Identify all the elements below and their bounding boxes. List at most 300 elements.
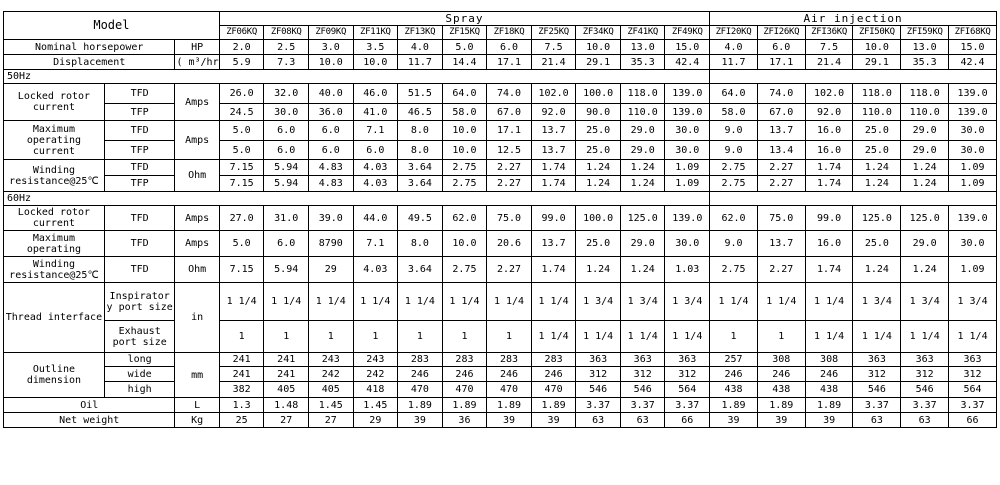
model-name-cell: ZF11KQ <box>353 26 398 40</box>
value-cell: 546 <box>853 382 901 398</box>
value-cell: 17.1 <box>487 121 532 141</box>
value-cell: 10.0 <box>442 141 487 160</box>
value-cell: 8.0 <box>398 141 443 160</box>
value-cell: 10.0 <box>442 121 487 141</box>
model-name-cell: ZFI20KQ <box>710 26 758 40</box>
value-cell: 74.0 <box>487 84 532 104</box>
value-cell: 363 <box>620 353 665 367</box>
value-cell: 4.03 <box>353 257 398 283</box>
hz50-label: 50Hz <box>4 70 710 84</box>
value-cell: 32.0 <box>264 84 309 104</box>
value-cell: 1 3/4 <box>949 283 997 321</box>
model-name-cell: ZF09KQ <box>308 26 353 40</box>
value-cell: 283 <box>487 353 532 367</box>
value-cell: 42.4 <box>949 55 997 70</box>
hz60-label: 60Hz <box>4 192 710 206</box>
value-cell: 1 1/4 <box>264 283 309 321</box>
value-cell: 29.0 <box>901 121 949 141</box>
value-cell: 1 3/4 <box>853 283 901 321</box>
value-cell: 139.0 <box>949 84 997 104</box>
value-cell: 1 1/4 <box>620 321 665 353</box>
value-cell: 20.6 <box>487 231 532 257</box>
value-cell: 39 <box>487 413 532 428</box>
value-cell: 42.4 <box>665 55 710 70</box>
value-cell: 13.0 <box>901 40 949 55</box>
value-cell: 30.0 <box>949 231 997 257</box>
value-cell: 3.5 <box>353 40 398 55</box>
value-cell: 1 1/4 <box>487 283 532 321</box>
value-cell: 39 <box>531 413 576 428</box>
value-cell: 5.9 <box>219 55 264 70</box>
value-cell: 99.0 <box>531 206 576 231</box>
hz50-locked-rotor-tfd-row <box>4 84 997 104</box>
value-cell: 1.74 <box>805 176 853 192</box>
hz50-section-row <box>4 70 997 84</box>
value-cell: 3.0 <box>308 40 353 55</box>
value-cell: 1.74 <box>531 257 576 283</box>
displacement-label: Displacement <box>4 55 175 70</box>
value-cell: 3.37 <box>949 398 997 413</box>
value-cell: 312 <box>620 367 665 382</box>
value-cell: 2.27 <box>757 257 805 283</box>
value-cell: 438 <box>757 382 805 398</box>
value-cell: 15.0 <box>665 40 710 55</box>
value-cell: 27 <box>264 413 309 428</box>
value-cell: 438 <box>805 382 853 398</box>
hz50-max-operating-tfp-row <box>4 141 997 160</box>
exhaust-port-label: Exhaust port size <box>104 321 175 353</box>
value-cell: 246 <box>531 367 576 382</box>
value-cell: 1 <box>264 321 309 353</box>
value-cell: 312 <box>949 367 997 382</box>
outline-wide-row <box>4 367 997 382</box>
value-cell: 1.89 <box>710 398 758 413</box>
value-cell: 5.94 <box>264 160 309 176</box>
value-cell: 8790 <box>308 231 353 257</box>
value-cell: 66 <box>665 413 710 428</box>
thread-exhaust-row <box>4 321 997 353</box>
value-cell: 99.0 <box>805 206 853 231</box>
value-cell: 4.0 <box>710 40 758 55</box>
value-cell: 1 3/4 <box>665 283 710 321</box>
value-cell: 1.89 <box>805 398 853 413</box>
model-name-cell: ZFI59KQ <box>901 26 949 40</box>
value-cell: 1.24 <box>901 257 949 283</box>
value-cell: 63 <box>576 413 621 428</box>
value-cell: 25.0 <box>853 141 901 160</box>
value-cell: 470 <box>398 382 443 398</box>
sub-label: TFP <box>104 176 175 192</box>
value-cell: 5.0 <box>219 121 264 141</box>
value-cell: 1.03 <box>665 257 710 283</box>
value-cell: 4.83 <box>308 160 353 176</box>
value-cell: 246 <box>805 367 853 382</box>
value-cell: 7.15 <box>219 160 264 176</box>
value-cell: 39 <box>757 413 805 428</box>
value-cell: 1 <box>353 321 398 353</box>
value-cell: 10.0 <box>853 40 901 55</box>
value-cell: 5.94 <box>264 257 309 283</box>
value-cell: 1 1/4 <box>901 321 949 353</box>
value-cell: 1.89 <box>757 398 805 413</box>
value-cell: 13.0 <box>620 40 665 55</box>
value-cell: 4.83 <box>308 176 353 192</box>
value-cell: 21.4 <box>805 55 853 70</box>
value-cell: 438 <box>710 382 758 398</box>
hz50-max-operating-tfd-row <box>4 121 997 141</box>
value-cell: 1.24 <box>853 257 901 283</box>
value-cell: 564 <box>949 382 997 398</box>
value-cell: 2.75 <box>710 160 758 176</box>
value-cell: 62.0 <box>710 206 758 231</box>
value-cell: 241 <box>264 367 309 382</box>
value-cell: 5.94 <box>264 176 309 192</box>
model-name-cell: ZF34KQ <box>576 26 621 40</box>
value-cell: 2.75 <box>442 176 487 192</box>
displacement-row <box>4 55 997 70</box>
value-cell: 125.0 <box>853 206 901 231</box>
value-cell: 7.5 <box>805 40 853 55</box>
value-cell: 246 <box>757 367 805 382</box>
value-cell: 405 <box>264 382 309 398</box>
hz50-max-operating-label: Maximum operating current <box>4 121 105 160</box>
value-cell: 5.0 <box>442 40 487 55</box>
value-cell: 25 <box>219 413 264 428</box>
value-cell: 102.0 <box>531 84 576 104</box>
value-cell: 363 <box>853 353 901 367</box>
value-cell: 139.0 <box>949 206 997 231</box>
value-cell: 1 1/4 <box>665 321 710 353</box>
value-cell: 7.1 <box>353 121 398 141</box>
model-name-cell: ZFI36KQ <box>805 26 853 40</box>
air-injection-group-header: Air injection <box>710 12 997 26</box>
value-cell: 30.0 <box>665 231 710 257</box>
sub-label: TFD <box>104 160 175 176</box>
value-cell: 257 <box>710 353 758 367</box>
thread-inspirator-row <box>4 283 997 321</box>
value-cell: 13.7 <box>531 231 576 257</box>
hz50-winding-tfd-row <box>4 160 997 176</box>
value-cell: 10.0 <box>308 55 353 70</box>
value-cell: 1 1/4 <box>531 321 576 353</box>
value-cell: 5.0 <box>219 231 264 257</box>
value-cell: 2.75 <box>710 257 758 283</box>
value-cell: 102.0 <box>805 84 853 104</box>
value-cell: 6.0 <box>308 121 353 141</box>
value-cell: 1.89 <box>487 398 532 413</box>
value-cell: 67.0 <box>757 104 805 121</box>
hz60-winding-unit: Ohm <box>175 257 219 283</box>
value-cell: 139.0 <box>665 104 710 121</box>
sub-label: wide <box>104 367 175 382</box>
value-cell: 418 <box>353 382 398 398</box>
oil-label: Oil <box>4 398 175 413</box>
value-cell: 13.7 <box>757 121 805 141</box>
value-cell: 2.75 <box>442 160 487 176</box>
value-cell: 63 <box>620 413 665 428</box>
value-cell: 1.24 <box>576 257 621 283</box>
value-cell: 36 <box>442 413 487 428</box>
value-cell: 12.5 <box>487 141 532 160</box>
value-cell: 243 <box>353 353 398 367</box>
value-cell: 1.74 <box>805 257 853 283</box>
value-cell: 58.0 <box>710 104 758 121</box>
value-cell: 6.0 <box>264 231 309 257</box>
value-cell: 1 1/4 <box>531 283 576 321</box>
value-cell: 1.45 <box>353 398 398 413</box>
value-cell: 1.74 <box>531 176 576 192</box>
model-header: Model <box>4 12 220 40</box>
value-cell: 241 <box>219 367 264 382</box>
value-cell: 470 <box>487 382 532 398</box>
value-cell: 29.0 <box>620 121 665 141</box>
model-name-cell: ZF08KQ <box>264 26 309 40</box>
hz50-locked-rotor-label: Locked rotor current <box>4 84 105 121</box>
value-cell: 1.3 <box>219 398 264 413</box>
oil-row <box>4 398 997 413</box>
value-cell: 2.75 <box>710 176 758 192</box>
value-cell: 3.64 <box>398 257 443 283</box>
value-cell: 66 <box>949 413 997 428</box>
outline-high-row <box>4 382 997 398</box>
value-cell: 9.0 <box>710 231 758 257</box>
value-cell: 92.0 <box>805 104 853 121</box>
value-cell: 1.74 <box>805 160 853 176</box>
model-name-cell: ZF49KQ <box>665 26 710 40</box>
value-cell: 1.24 <box>901 160 949 176</box>
value-cell: 29.0 <box>620 141 665 160</box>
value-cell: 25.0 <box>576 121 621 141</box>
value-cell: 39 <box>805 413 853 428</box>
value-cell: 6.0 <box>487 40 532 55</box>
value-cell: 39 <box>710 413 758 428</box>
value-cell: 29.0 <box>901 231 949 257</box>
value-cell: 139.0 <box>665 206 710 231</box>
value-cell: 3.37 <box>576 398 621 413</box>
value-cell: 241 <box>264 353 309 367</box>
value-cell: 2.27 <box>487 176 532 192</box>
value-cell: 9.0 <box>710 121 758 141</box>
value-cell: 363 <box>949 353 997 367</box>
value-cell: 470 <box>531 382 576 398</box>
value-cell: 1 1/4 <box>805 321 853 353</box>
hz60-max-operating-label: Maximum operating <box>4 231 105 257</box>
group-header-row <box>4 12 997 26</box>
value-cell: 100.0 <box>576 84 621 104</box>
value-cell: 40.0 <box>308 84 353 104</box>
value-cell: 1.24 <box>576 160 621 176</box>
value-cell: 31.0 <box>264 206 309 231</box>
value-cell: 1.24 <box>620 160 665 176</box>
value-cell: 110.0 <box>901 104 949 121</box>
hz60-locked-rotor-unit: Amps <box>175 206 219 231</box>
value-cell: 246 <box>398 367 443 382</box>
value-cell: 46.5 <box>398 104 443 121</box>
value-cell: 64.0 <box>442 84 487 104</box>
value-cell: 312 <box>853 367 901 382</box>
value-cell: 4.0 <box>398 40 443 55</box>
value-cell: 1.24 <box>576 176 621 192</box>
thread-interface-label: Thread interface <box>4 283 105 353</box>
value-cell: 35.3 <box>901 55 949 70</box>
value-cell: 14.4 <box>442 55 487 70</box>
value-cell: 30.0 <box>665 141 710 160</box>
value-cell: 58.0 <box>442 104 487 121</box>
nominal-hp-label: Nominal horsepower <box>4 40 175 55</box>
value-cell: 7.5 <box>531 40 576 55</box>
value-cell: 25.0 <box>576 141 621 160</box>
hz60-max-operating-unit: Amps <box>175 231 219 257</box>
nominal-hp-row <box>4 40 997 55</box>
inspirator-port-label: Inspirator y port size <box>104 283 175 321</box>
value-cell: 3.64 <box>398 176 443 192</box>
value-cell: 2.27 <box>487 160 532 176</box>
value-cell: 75.0 <box>487 206 532 231</box>
value-cell: 36.0 <box>308 104 353 121</box>
value-cell: 6.0 <box>264 141 309 160</box>
value-cell: 13.7 <box>531 121 576 141</box>
hz50-locked-rotor-unit: Amps <box>175 84 219 121</box>
value-cell: 125.0 <box>901 206 949 231</box>
model-name-cell: ZF15KQ <box>442 26 487 40</box>
value-cell: 363 <box>576 353 621 367</box>
value-cell: 46.0 <box>353 84 398 104</box>
value-cell: 6.0 <box>757 40 805 55</box>
value-cell: 63 <box>853 413 901 428</box>
hz60-section-row <box>4 192 997 206</box>
value-cell: 39 <box>398 413 443 428</box>
net-weight-unit: Kg <box>175 413 219 428</box>
value-cell: 2.5 <box>264 40 309 55</box>
value-cell: 64.0 <box>710 84 758 104</box>
value-cell: 1.24 <box>853 176 901 192</box>
value-cell: 13.7 <box>531 141 576 160</box>
value-cell: 3.37 <box>853 398 901 413</box>
spray-group-header: Spray <box>219 12 709 26</box>
value-cell: 312 <box>901 367 949 382</box>
value-cell: 470 <box>442 382 487 398</box>
value-cell: 30.0 <box>665 121 710 141</box>
value-cell: 283 <box>398 353 443 367</box>
model-name-cell: ZFI26KQ <box>757 26 805 40</box>
value-cell: 1.24 <box>853 160 901 176</box>
value-cell: 1 <box>219 321 264 353</box>
value-cell: 1.89 <box>398 398 443 413</box>
value-cell: 1 <box>757 321 805 353</box>
value-cell: 118.0 <box>901 84 949 104</box>
value-cell: 7.15 <box>219 176 264 192</box>
hz60-max-operating-row <box>4 231 997 257</box>
value-cell: 246 <box>487 367 532 382</box>
value-cell: 283 <box>531 353 576 367</box>
model-name-cell: ZF18KQ <box>487 26 532 40</box>
value-cell: 24.5 <box>219 104 264 121</box>
value-cell: 1.24 <box>620 257 665 283</box>
hz50-locked-rotor-tfp-row <box>4 104 997 121</box>
value-cell: 7.3 <box>264 55 309 70</box>
value-cell: 1.09 <box>949 160 997 176</box>
value-cell: 1 <box>398 321 443 353</box>
value-cell: 63 <box>901 413 949 428</box>
value-cell: 7.15 <box>219 257 264 283</box>
value-cell: 1.24 <box>620 176 665 192</box>
hz50-max-operating-unit: Amps <box>175 121 219 160</box>
value-cell: 2.27 <box>757 160 805 176</box>
value-cell: 29.0 <box>901 141 949 160</box>
value-cell: 6.0 <box>264 121 309 141</box>
value-cell: 1.09 <box>665 160 710 176</box>
value-cell: 3.64 <box>398 160 443 176</box>
thread-unit: in <box>175 283 219 353</box>
value-cell: 1 1/4 <box>308 283 353 321</box>
value-cell: 2.75 <box>442 257 487 283</box>
value-cell: 3.37 <box>620 398 665 413</box>
value-cell: 1 <box>710 321 758 353</box>
value-cell: 242 <box>308 367 353 382</box>
value-cell: 49.5 <box>398 206 443 231</box>
value-cell: 2.0 <box>219 40 264 55</box>
value-cell: 1.45 <box>308 398 353 413</box>
sub-label: high <box>104 382 175 398</box>
value-cell: 27 <box>308 413 353 428</box>
value-cell: 1 1/4 <box>442 283 487 321</box>
value-cell: 118.0 <box>620 84 665 104</box>
outline-long-row <box>4 353 997 367</box>
value-cell: 1 <box>308 321 353 353</box>
value-cell: 29 <box>353 413 398 428</box>
value-cell: 1 1/4 <box>853 321 901 353</box>
value-cell: 30.0 <box>949 121 997 141</box>
value-cell: 90.0 <box>576 104 621 121</box>
sub-label: TFD <box>104 84 175 104</box>
value-cell: 62.0 <box>442 206 487 231</box>
sub-label: TFD <box>104 121 175 141</box>
value-cell: 1.89 <box>531 398 576 413</box>
value-cell: 312 <box>665 367 710 382</box>
value-cell: 74.0 <box>757 84 805 104</box>
value-cell: 8.0 <box>398 231 443 257</box>
value-cell: 29 <box>308 257 353 283</box>
value-cell: 29.1 <box>853 55 901 70</box>
oil-unit: L <box>175 398 219 413</box>
nominal-hp-unit: HP <box>175 40 219 55</box>
value-cell: 363 <box>665 353 710 367</box>
model-name-cell: ZF41KQ <box>620 26 665 40</box>
value-cell: 13.7 <box>757 231 805 257</box>
value-cell: 1.89 <box>442 398 487 413</box>
sub-label: long <box>104 353 175 367</box>
value-cell: 110.0 <box>620 104 665 121</box>
value-cell: 308 <box>757 353 805 367</box>
value-cell: 308 <box>805 353 853 367</box>
value-cell: 11.7 <box>710 55 758 70</box>
value-cell: 30.0 <box>949 141 997 160</box>
model-name-cell: ZFI68KQ <box>949 26 997 40</box>
value-cell: 1 1/4 <box>398 283 443 321</box>
outline-unit: mm <box>175 353 219 398</box>
value-cell: 29.1 <box>576 55 621 70</box>
value-cell: 139.0 <box>665 84 710 104</box>
value-cell: 1 <box>442 321 487 353</box>
value-cell: 5.0 <box>219 141 264 160</box>
value-cell: 29.0 <box>620 231 665 257</box>
value-cell: 243 <box>308 353 353 367</box>
value-cell: 17.1 <box>757 55 805 70</box>
value-cell: 21.4 <box>531 55 576 70</box>
value-cell: 30.0 <box>264 104 309 121</box>
value-cell: 564 <box>665 382 710 398</box>
net-weight-label: Net weight <box>4 413 175 428</box>
